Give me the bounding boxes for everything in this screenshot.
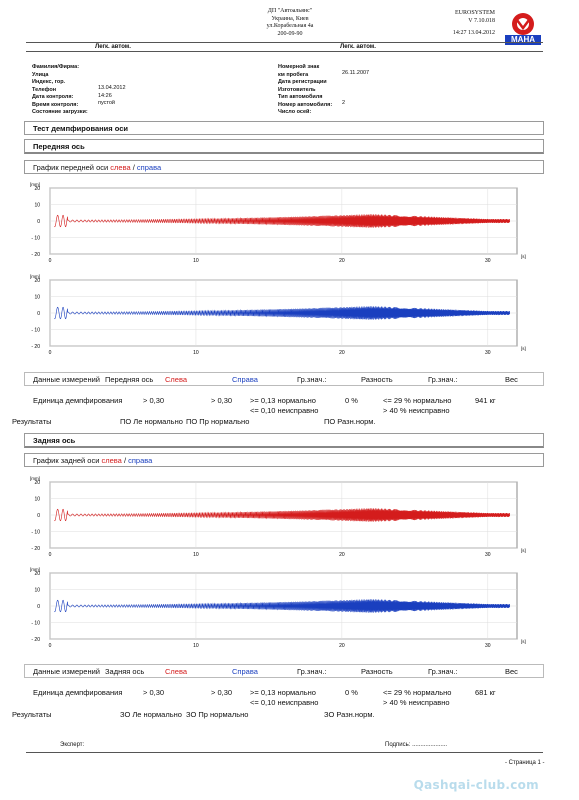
front-threshold-bad: <= 0,10 неисправно — [250, 406, 319, 415]
signature-line: Подпись: ..................... — [385, 742, 448, 748]
field-value: пустой — [98, 100, 116, 106]
field-row — [278, 93, 528, 108]
rear-limit2-head: Гр.знач.: — [428, 667, 458, 676]
front-threshold-ok: >= 0,13 нормально — [250, 396, 316, 405]
y-tick-label: 20 — [34, 480, 40, 486]
front-left-head: Слева — [165, 375, 188, 384]
rear-data-label: Данные измерений — [33, 667, 100, 676]
rear-axle-title: Задняя ось — [33, 436, 76, 445]
system-version: V 7.10.018 — [468, 17, 495, 24]
front-axle-title-box — [24, 139, 544, 154]
watermark: Qashqai-club.com — [413, 778, 539, 792]
x-tick-label: 30 — [485, 350, 491, 356]
front-weight-value: 941 кг — [475, 396, 496, 405]
front-diff-head: Разность — [361, 375, 393, 384]
y-tick-label: - 20 — [31, 546, 40, 552]
y-tick-label: - 10 — [31, 529, 40, 536]
rear-weight-value: 681 кг — [475, 688, 496, 697]
header-divider-2 — [26, 51, 543, 52]
field-row — [32, 100, 282, 115]
rear-damping-label: Единица демпфирования — [33, 688, 123, 697]
field-row — [278, 70, 528, 85]
rear-axle-title-box — [24, 433, 544, 448]
y-tick-label: 10 — [34, 496, 40, 503]
y-tick-label: - 20 — [31, 637, 40, 643]
front-left-chart — [24, 180, 529, 266]
front-damping-left: > 0,30 — [143, 396, 165, 405]
front-diff-value: 0 % — [345, 396, 358, 405]
test-title: Тест демпфирования оси — [33, 124, 129, 133]
y-tick-label: 20 — [34, 186, 40, 192]
system-name: EUROSYSTEM — [454, 10, 495, 16]
front-damping-label: Единица демпфирования — [33, 396, 123, 405]
rear-graph-title-box — [24, 453, 544, 467]
rear-weight-head: Вес — [505, 667, 518, 676]
company-street: ул.Корабельная 4а — [266, 23, 314, 29]
x-tick-label: 10 — [193, 552, 199, 558]
field-value: 13.04.2012 — [98, 85, 126, 91]
rear-left-chart — [24, 474, 529, 560]
y-tick-label: 0 — [37, 311, 40, 317]
x-tick-label: 20 — [339, 258, 345, 264]
rear-limit-head: Гр.знач.: — [297, 667, 327, 676]
x-tick-label: 10 — [193, 350, 199, 356]
front-diff-ok: <= 29 % нормально — [383, 396, 452, 405]
front-axle-title: Передняя ось — [33, 142, 85, 151]
x-unit-label: [s] — [521, 548, 526, 553]
field-label: Номер автомобиля: — [278, 101, 333, 108]
footer-divider — [26, 752, 543, 753]
y-tick-label: 20 — [34, 571, 40, 577]
rear-result-diff: ЗО Разн.норм. — [324, 710, 375, 719]
vehicle-category-right: Легк. автом. — [340, 44, 376, 50]
field-label: Фамилия/Фирма: — [32, 64, 80, 70]
y-tick-label: - 20 — [31, 344, 40, 350]
rear-results-label: Результаты — [12, 710, 52, 719]
rear-axle-label: Задняя ось — [105, 667, 145, 676]
y-tick-label: 20 — [34, 278, 40, 284]
rear-damping-left: > 0,30 — [143, 688, 165, 697]
company-name: ДП "Автоальянс" — [267, 8, 313, 14]
rear-diff-ok: <= 29 % нормально — [383, 688, 452, 697]
rear-left-head: Слева — [165, 667, 188, 676]
field-row — [32, 63, 282, 78]
vehicle-category-left: Легк. автом. — [95, 44, 131, 50]
front-damping-right: > 0,30 — [211, 396, 233, 405]
header-address — [220, 8, 360, 38]
front-axle-label: Передняя ось — [105, 375, 154, 384]
x-tick-label: 0 — [48, 643, 52, 649]
rear-measure-header — [24, 664, 544, 678]
field-label: Телефон — [32, 86, 57, 93]
field-value: 14:26 — [98, 92, 112, 99]
rear-damping-right: > 0,30 — [211, 688, 233, 697]
header-system — [405, 10, 495, 38]
x-tick-label: 20 — [339, 643, 345, 649]
field-label: Дата контроля: — [32, 94, 74, 100]
rear-diff-bad: > 40 % неисправно — [383, 698, 450, 707]
front-result-left: ПО Ле нормально — [120, 417, 183, 426]
x-tick-label: 10 — [193, 643, 199, 649]
front-limit-head: Гр.знач.: — [297, 375, 327, 384]
rear-threshold-bad: <= 0,10 неисправно — [250, 698, 319, 707]
field-label: Тип автомобиля — [278, 94, 323, 100]
maha-logo — [503, 10, 543, 46]
company-city: Украина, Киев — [271, 15, 309, 22]
rear-diff-value: 0 % — [345, 688, 358, 697]
x-tick-label: 20 — [339, 552, 345, 558]
y-tick-label: 10 — [34, 202, 40, 209]
x-tick-label: 0 — [48, 258, 52, 264]
company-phone: 200-09-90 — [277, 30, 303, 37]
front-data-label: Данные измерений — [33, 375, 100, 384]
front-graph-title-box — [24, 160, 544, 174]
field-label: Состояние загрузки: — [32, 109, 88, 115]
field-label: Номерной знак — [278, 64, 320, 70]
y-tick-label: 10 — [34, 587, 40, 594]
rear-threshold-ok: >= 0,13 нормально — [250, 688, 316, 697]
x-unit-label: [s] — [521, 639, 526, 644]
chart-svg — [24, 272, 529, 358]
field-value: 2 — [342, 100, 346, 106]
x-unit-label: [s] — [521, 254, 526, 259]
y-tick-label: 0 — [37, 219, 40, 225]
rear-right-chart — [24, 565, 529, 651]
rear-right-head: Справа — [232, 667, 258, 676]
field-label: Дата регистрации — [278, 79, 327, 85]
field-label: Время контроля: — [32, 101, 79, 108]
vehicle-fields — [278, 55, 528, 115]
front-graph-title: График передней оси слева / справа — [33, 163, 162, 172]
x-tick-label: 10 — [193, 258, 199, 264]
test-title-box — [24, 121, 544, 135]
front-diff-bad: > 40 % неисправно — [383, 406, 450, 415]
field-label: км пробега — [278, 71, 309, 78]
front-right-chart — [24, 272, 529, 358]
x-tick-label: 20 — [339, 350, 345, 356]
y-unit-label: [mm] — [30, 476, 40, 481]
y-unit-label: [mm] — [30, 274, 40, 279]
print-datetime: 14:27 13.04.2012 — [452, 30, 495, 36]
field-value: 26.11.2007 — [342, 70, 370, 76]
field-row — [32, 70, 282, 85]
field-row — [278, 100, 528, 115]
y-tick-label: 10 — [34, 294, 40, 301]
x-tick-label: 30 — [485, 258, 491, 264]
rear-diff-head: Разность — [361, 667, 393, 676]
y-tick-label: - 20 — [31, 252, 40, 258]
front-measure-header — [24, 372, 544, 386]
x-unit-label: [s] — [521, 346, 526, 351]
y-tick-label: - 10 — [31, 327, 40, 334]
chart-svg — [24, 565, 529, 651]
y-tick-label: - 10 — [31, 620, 40, 627]
front-limit2-head: Гр.знач.: — [428, 375, 458, 384]
field-label: Индекс, гор. — [32, 79, 66, 85]
y-unit-label: [mm] — [30, 567, 40, 572]
field-label: Улица — [32, 71, 49, 78]
field-row — [278, 78, 528, 93]
front-right-head: Справа — [232, 375, 258, 384]
logo-text: MAHA — [511, 35, 535, 44]
rear-result-left: ЗО Ле нормально — [120, 710, 182, 719]
front-weight-head: Вес — [505, 375, 518, 384]
y-tick-label: - 10 — [31, 235, 40, 242]
chart-svg — [24, 180, 529, 266]
y-tick-label: 0 — [37, 604, 40, 610]
front-results-label: Результаты — [12, 417, 52, 426]
field-label: Изготовитель — [278, 86, 316, 93]
y-tick-label: 0 — [37, 513, 40, 519]
client-fields — [32, 55, 282, 115]
page-number: - Страница 1 - — [505, 760, 545, 766]
front-result-right: ПО Пр нормально — [186, 417, 250, 426]
field-row — [32, 55, 282, 70]
x-tick-label: 0 — [48, 350, 52, 356]
x-tick-label: 30 — [485, 643, 491, 649]
x-tick-label: 0 — [48, 552, 52, 558]
expert-label: Эксперт: — [60, 742, 85, 748]
y-unit-label: [mm] — [30, 182, 40, 187]
field-label: Число осей: — [278, 109, 312, 115]
front-result-diff: ПО Разн.норм. — [324, 417, 376, 426]
x-tick-label: 30 — [485, 552, 491, 558]
rear-result-right: ЗО Пр нормально — [186, 710, 249, 719]
rear-graph-title: График задней оси слева / справа — [33, 456, 153, 465]
field-row — [278, 85, 528, 100]
chart-svg — [24, 474, 529, 560]
field-row — [278, 55, 528, 70]
